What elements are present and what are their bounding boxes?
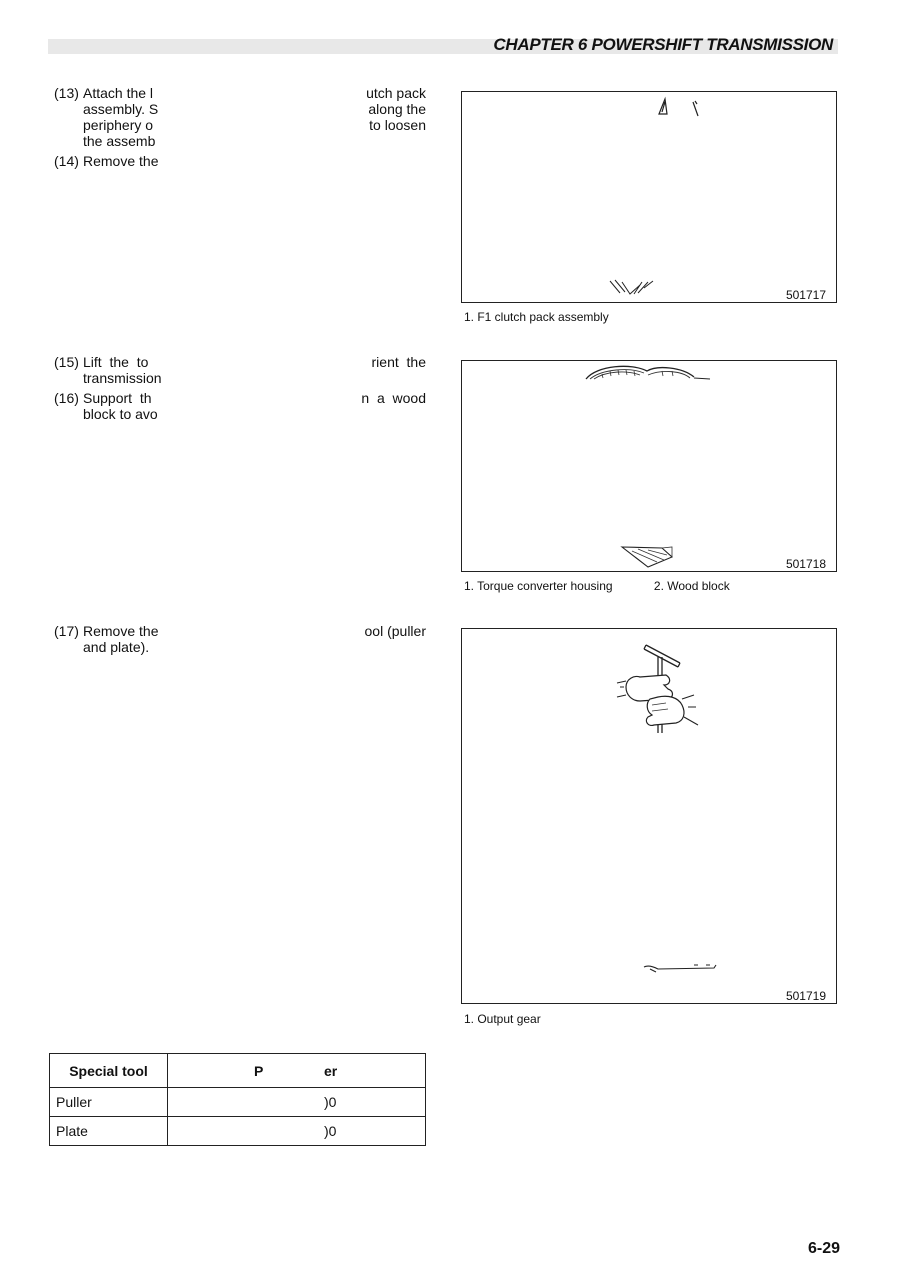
step-text: Lift the to rient the transmission <box>83 354 426 386</box>
table-row <box>50 1117 426 1146</box>
figure-caption <box>464 579 730 593</box>
table-cell: )0 <box>168 1088 426 1117</box>
figure-code: 501717 <box>785 288 826 302</box>
figure-caption <box>464 310 609 324</box>
special-tool-table <box>49 1053 426 1146</box>
figure-torque-converter <box>461 360 837 572</box>
figure-code: 501719 <box>785 989 826 1003</box>
step-number: (14) <box>54 153 79 169</box>
step-16 <box>54 390 426 422</box>
figure-output-gear <box>461 628 837 1004</box>
step-text: Support th n a wood block to avo <box>83 390 426 422</box>
table-cell: )0 <box>168 1117 426 1146</box>
table-header-cell: Special tool <box>50 1054 168 1088</box>
step-text: Attach the l utch pack assembly. S along the periphery o to loosen the assemb <box>83 85 426 149</box>
step-text: Remove the <box>83 153 159 169</box>
table-row <box>50 1088 426 1117</box>
chapter-title: CHAPTER 6 POWERSHIFT TRANSMISSION <box>493 35 833 54</box>
step-17 <box>54 623 426 655</box>
table-cell: Puller <box>50 1088 168 1117</box>
table-header-cell: P er <box>168 1054 426 1088</box>
torque-converter-illustration <box>462 361 836 571</box>
caption-item: 1. F1 clutch pack assembly <box>464 310 609 324</box>
figure-code: 501718 <box>785 557 826 571</box>
caption-item: 1. Torque converter housing <box>464 579 613 593</box>
step-14 <box>54 153 426 169</box>
step-text: Remove the ool (puller and plate). <box>83 623 426 655</box>
step-number: (16) <box>54 390 79 406</box>
clutch-pack-illustration <box>462 92 836 302</box>
caption-item: 1. Output gear <box>464 1012 541 1026</box>
figure-caption <box>464 1012 541 1026</box>
step-13 <box>54 85 426 149</box>
caption-item: 2. Wood block <box>653 579 730 593</box>
puller-illustration <box>462 629 836 1003</box>
step-number: (13) <box>54 85 79 101</box>
step-15 <box>54 354 426 386</box>
table-cell: Plate <box>50 1117 168 1146</box>
step-number: (15) <box>54 354 79 370</box>
figure-f1-clutch-pack <box>461 91 837 303</box>
table-header-row <box>50 1054 426 1088</box>
step-number: (17) <box>54 623 79 639</box>
page-number: 6-29 <box>807 1240 840 1257</box>
